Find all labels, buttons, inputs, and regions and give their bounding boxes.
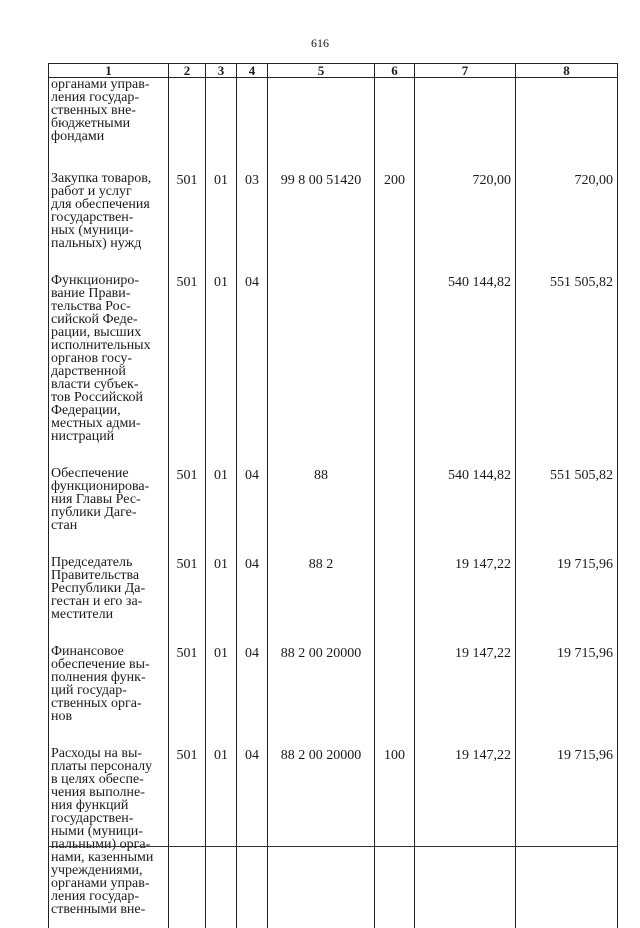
row-name-line: органами управ- [51, 77, 150, 92]
row-name-line: ния функций [51, 798, 129, 813]
chapter-cell: 01 [206, 262, 237, 455]
table-row [49, 78, 618, 161]
section-cell: 501 [169, 735, 206, 928]
amount-year1-cell: 720,00 [415, 160, 516, 262]
row-name-line: гестан и его за- [51, 594, 143, 609]
amount-year2-cell [516, 78, 618, 161]
chapter-cell: 01 [206, 160, 237, 262]
target-article-cell: 99 8 00 51420 [268, 160, 375, 262]
row-name-line: Председатель [51, 555, 133, 570]
row-name-line: бюджетными [51, 116, 131, 131]
page-number: 616 [311, 36, 329, 50]
row-name-line: ственных вне- [51, 103, 136, 118]
row-name-line: Правительства [51, 568, 140, 583]
row-name-cell [49, 78, 169, 161]
row-name-cell [49, 544, 169, 633]
subchapter-cell: 04 [237, 735, 268, 928]
chapter-cell: 01 [206, 544, 237, 633]
row-name-cell [49, 455, 169, 544]
table-row [49, 735, 618, 928]
row-name-cell [49, 160, 169, 262]
subchapter-cell: 03 [237, 160, 268, 262]
column-header: 4 [237, 64, 268, 78]
table-row [49, 160, 618, 262]
column-header: 7 [415, 64, 516, 78]
row-name-line: нами, казенными [51, 850, 154, 865]
row-name-line: платы персоналу [51, 759, 153, 774]
section-cell: 501 [169, 633, 206, 735]
amount-year2-cell: 19 715,96 [516, 735, 618, 928]
row-name-line: Обеспечение [51, 466, 129, 481]
table-row [49, 544, 618, 633]
row-name-line: тов Российской [51, 390, 144, 405]
target-article-cell: 88 [268, 455, 375, 544]
row-name-line: тельства Рос- [51, 299, 131, 314]
row-name-line: сийской Феде- [51, 312, 138, 327]
row-name-line: Функциониро- [51, 273, 139, 288]
budget-table [48, 63, 618, 928]
amount-year2-cell: 19 715,96 [516, 544, 618, 633]
amount-year1-cell: 19 147,22 [415, 544, 516, 633]
column-header: 6 [375, 64, 415, 78]
subchapter-cell: 04 [237, 262, 268, 455]
row-name-line: исполнительных [51, 338, 151, 353]
chapter-cell: 01 [206, 633, 237, 735]
target-article-cell: 88 2 00 20000 [268, 735, 375, 928]
expense-type-cell [375, 544, 415, 633]
subchapter-cell [237, 78, 268, 161]
row-name-line: ственных орга- [51, 696, 142, 711]
row-name-line: стан [51, 518, 78, 533]
row-name-line: нов [51, 709, 73, 724]
amount-year1-cell [415, 78, 516, 161]
row-name-line: вание Прави- [51, 286, 131, 301]
row-name-line: дарственной [51, 364, 126, 379]
row-name-line: Федерации, [51, 403, 121, 418]
row-name-line: Республики Да- [51, 581, 146, 596]
amount-year2-cell: 551 505,82 [516, 455, 618, 544]
row-name-line: ций государ- [51, 683, 127, 698]
row-name-line: полнения функ- [51, 670, 146, 685]
row-name-line: учреждениями, [51, 863, 143, 878]
section-cell [169, 78, 206, 161]
row-name-line: Финансовое [51, 644, 124, 659]
row-name-line: государствен- [51, 210, 134, 225]
row-name-line: чения выполне- [51, 785, 145, 800]
row-name-cell [49, 633, 169, 735]
row-name-line: ственными вне- [51, 902, 146, 917]
subchapter-cell: 04 [237, 544, 268, 633]
row-name-line: ления государ- [51, 889, 140, 904]
target-article-cell [268, 262, 375, 455]
row-name-line: пальными) орга- [51, 837, 151, 852]
row-name-cell [49, 262, 169, 455]
column-header: 8 [516, 64, 618, 78]
section-cell: 501 [169, 455, 206, 544]
row-name-line: Расходы на вы- [51, 746, 143, 761]
expense-type-cell [375, 633, 415, 735]
amount-year2-cell: 720,00 [516, 160, 618, 262]
expense-type-cell: 200 [375, 160, 415, 262]
expense-type-cell: 100 [375, 735, 415, 928]
expense-type-cell [375, 78, 415, 161]
expense-type-cell [375, 455, 415, 544]
column-header: 3 [206, 64, 237, 78]
row-name-line: ными (муници- [51, 824, 143, 839]
table-row [49, 262, 618, 455]
row-name-line: для обеспечения [51, 197, 150, 212]
column-header: 1 [49, 64, 169, 78]
table-row [49, 633, 618, 735]
chapter-cell: 01 [206, 735, 237, 928]
chapter-cell: 01 [206, 455, 237, 544]
row-name-line: местных адми- [51, 416, 141, 431]
row-name-cell [49, 735, 169, 928]
row-name-line: пальных) нужд [51, 236, 142, 251]
table-row [49, 455, 618, 544]
row-name-line: ления государ- [51, 90, 140, 105]
expense-type-cell [375, 262, 415, 455]
row-name-line: местители [51, 607, 114, 622]
row-name-line: власти субъек- [51, 377, 139, 392]
amount-year1-cell: 540 144,82 [415, 455, 516, 544]
row-name-line: публики Даге- [51, 505, 137, 520]
row-name-line: ния Главы Рес- [51, 492, 141, 507]
chapter-cell [206, 78, 237, 161]
row-name-line: нистраций [51, 429, 115, 444]
row-name-line: в целях обеспе- [51, 772, 144, 787]
section-cell: 501 [169, 262, 206, 455]
subchapter-cell: 04 [237, 633, 268, 735]
row-name-line: фондами [51, 129, 105, 144]
column-header: 2 [169, 64, 206, 78]
table-bottom-border [48, 846, 617, 847]
target-article-cell: 88 2 00 20000 [268, 633, 375, 735]
target-article-cell: 88 2 [268, 544, 375, 633]
amount-year1-cell: 19 147,22 [415, 633, 516, 735]
subchapter-cell: 04 [237, 455, 268, 544]
section-cell: 501 [169, 160, 206, 262]
row-name-line: функционирова- [51, 479, 150, 494]
amount-year1-cell: 540 144,82 [415, 262, 516, 455]
header-row [49, 64, 618, 78]
section-cell: 501 [169, 544, 206, 633]
amount-year1-cell: 19 147,22 [415, 735, 516, 928]
row-name-line: работ и услуг [51, 184, 132, 199]
amount-year2-cell: 19 715,96 [516, 633, 618, 735]
row-name-line: рации, высших [51, 325, 142, 340]
row-name-line: органами управ- [51, 876, 150, 891]
row-name-line: ных (муници- [51, 223, 134, 238]
row-name-line: обеспечение вы- [51, 657, 150, 672]
target-article-cell [268, 78, 375, 161]
column-header: 5 [268, 64, 375, 78]
row-name-line: Закупка товаров, [51, 171, 152, 186]
row-name-line: государствен- [51, 811, 134, 826]
row-name-line: органов госу- [51, 351, 132, 366]
amount-year2-cell: 551 505,82 [516, 262, 618, 455]
